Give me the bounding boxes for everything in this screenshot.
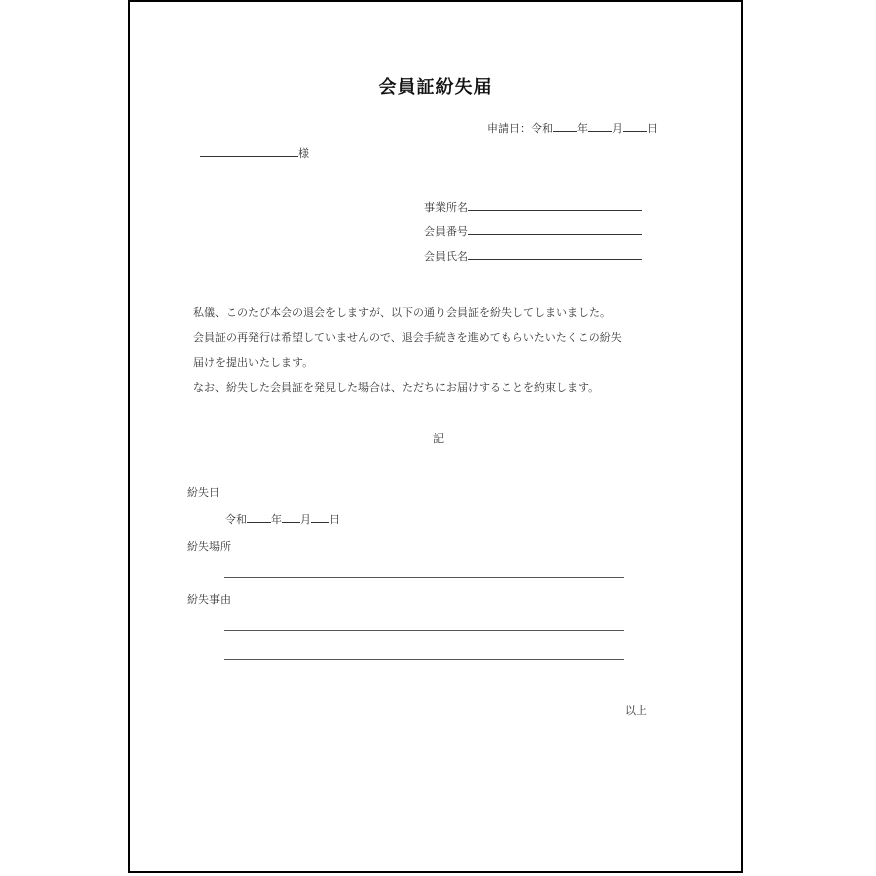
body-line: 会員証の再発行は希望していませんので、退会手続きを進めてもらいたいたくこの紛失 <box>193 331 622 344</box>
loss-place-line[interactable] <box>224 577 624 578</box>
body-line: 届けを提出いたします。 <box>193 356 314 369</box>
loss-date-month: 月 <box>300 513 311 526</box>
document-page <box>128 0 743 873</box>
field-label: 事業所名 <box>424 201 468 214</box>
field-office-name <box>424 200 642 215</box>
loss-year-blank[interactable] <box>247 512 271 523</box>
day-blank[interactable] <box>623 121 647 132</box>
field-blank[interactable] <box>468 224 642 235</box>
body-line: 私儀、このたび本会の退会をしますが、以下の通り会員証を紛失してしまいました。 <box>193 306 611 319</box>
document-title: 会員証紛失届 <box>378 77 493 98</box>
loss-month-blank[interactable] <box>282 512 300 523</box>
loss-reason-label: 紛失事由 <box>187 593 231 606</box>
loss-date-label: 紛失日 <box>187 486 220 499</box>
field-label: 会員氏名 <box>424 250 468 263</box>
application-date <box>487 121 658 136</box>
field-member-number <box>424 224 642 239</box>
application-date-label: 申請日：令和 <box>487 122 553 135</box>
application-date-year: 年 <box>577 122 588 135</box>
loss-date-year: 年 <box>271 513 282 526</box>
loss-reason-line-1[interactable] <box>224 630 624 631</box>
addressee-suffix: 様 <box>298 147 309 160</box>
application-date-month: 月 <box>612 122 623 135</box>
year-blank[interactable] <box>553 121 577 132</box>
month-blank[interactable] <box>588 121 612 132</box>
addressee-blank[interactable] <box>200 146 298 157</box>
field-blank[interactable] <box>468 249 642 260</box>
application-date-day: 日 <box>647 122 658 135</box>
loss-place-label: 紛失場所 <box>187 540 231 553</box>
ki-heading: 記 <box>433 432 444 445</box>
field-blank[interactable] <box>468 200 642 211</box>
addressee <box>200 146 309 161</box>
loss-date <box>225 512 340 527</box>
field-member-name <box>424 249 642 264</box>
closing-text: 以上 <box>625 704 647 717</box>
loss-day-blank[interactable] <box>311 512 329 523</box>
loss-date-day: 日 <box>329 513 340 526</box>
loss-date-era: 令和 <box>225 513 247 526</box>
body-text <box>193 300 693 400</box>
field-label: 会員番号 <box>424 225 468 238</box>
loss-reason-line-2[interactable] <box>224 659 624 660</box>
body-line: なお、紛失した会員証を発見した場合は、ただちにお届けすることを約束します。 <box>193 381 600 394</box>
